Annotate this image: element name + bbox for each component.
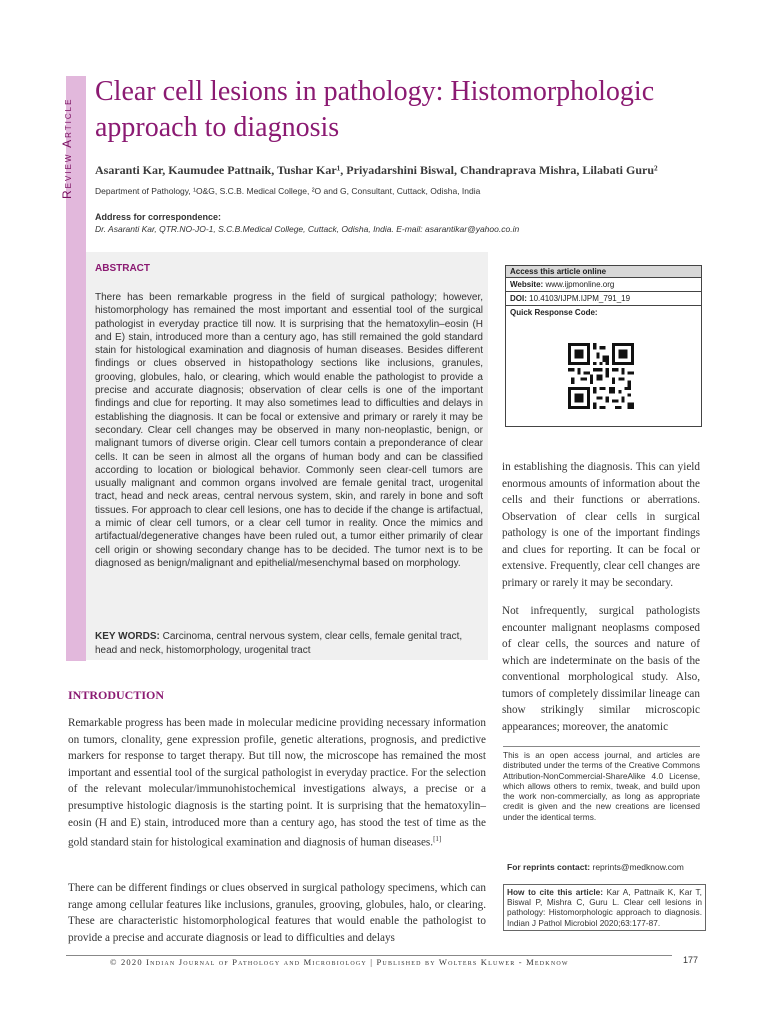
- citation-text: Kar A, Pattnaik K, Kar T, Biswal P, Mishra C, Guru L. Clear cell lesions in pathology: Histomorphologic approach to diagnosis. Indian J Pathol Microbiol 2020;63:177-87.: [507, 887, 702, 928]
- keywords-list: Carcinoma, central nervous system, clear cells, female genital tract, head and neck, histomorphology, urogenital tract: [95, 631, 463, 656]
- doi-row: [506, 292, 701, 306]
- article-type-label: Review Article: [60, 97, 74, 199]
- introduction-paragraph-1: [68, 715, 486, 851]
- abstract-heading: ABSTRACT: [95, 263, 150, 274]
- introduction-paragraph-2: There can be different findings or clues observed in surgical pathology specimens, which can range among cellular features like inclusions, granules, grooving, globules, halo, or clearing. These are characteristic histomorphological features that would enable the pathologist to provide a precise and accurate diagnosis or lead to difficulties and delays: [68, 882, 486, 944]
- article-title: Clear cell lesions in pathology: Histomorphologic approach to diagnosis: [95, 76, 655, 143]
- author-list: Asaranti Kar, Kaumudee Pattnaik, Tushar Kar¹, Priyadarshini Biswal, Chandraprava Mishra, Lilabati Guru²: [95, 163, 658, 177]
- address-label: Address for correspondence:: [95, 212, 222, 222]
- affiliation: Department of Pathology, ¹O&G, S.C.B. Medical College, ²O and G, Consultant, Cuttack, Odisha, India: [95, 186, 481, 196]
- abstract-text: There has been remarkable progress in the field of surgical pathology; however, histomorphology has remained the most important and essential tool of the surgical pathologist in everyday practice till now. It is surprising that the hematoxylin–eosin (H and E) stain, introduced more than a century ago, has still remained the gold standard stain for histological examination and diagnosis of human diseases. Besides different findings or clues observed in histopathology sections like inclusions, granules, grooving, globules, halo, or clearing, which would enable the pathologist to provide a precise and accurate diagnosis; observation of clear cells is one of the important findings and clue for reporting. It may also sometimes lead to difficulties and delays in establishing the diagnosis. It can be focal or extensive and primary or rarely it may be secondary. Clear cell changes may be observed in many non-neoplastic, benign, or malignant tumors of diverse origin. Clear cell tumors contain a preponderance of clear cells. It can be seen in almost all the organs of human body and can be classified according to location or biological behavior. Commonly seen clear-cell tumors are usually malignant and common organs involved are female genital tract, urogenital tract, head and neck areas, central nervous system, skin, and rarely in bone and soft tissues. For approach to clear cell lesions, one has to decide if the change is artifactual, a mimic of clear cell tumors, or a clear cell tumor in reality. Once the mimics and artifactual/degenerative changes have been ruled out, a tumor either primarily of clear cell origin or showing secondary change has to be decided. The tumor next is to be diagnosed as benign/malignant and epithelial/mesenchymal based on morphology.: [95, 292, 483, 569]
- qr-code-icon: [568, 340, 634, 412]
- reprints-label: For reprints contact:: [507, 862, 591, 872]
- journal-footer: © 2020 Indian Journal of Pathology and Microbiology | Published by Wolters Kluwer - Medknow: [110, 957, 569, 967]
- page-number: 177: [683, 955, 699, 965]
- correspondence-address: Dr. Asaranti Kar, QTR.NO-JO-1, S.C.B.Medical College, Cuttack, Odisha, India. E-mail: asarantikar@yahoo.co.in: [95, 224, 520, 234]
- introduction-paragraph-1-text: Remarkable progress has been made in molecular medicine providing necessary information on tumors, clonality, gene expression profile, genetic alterations, prognosis, and predictive markers for response to target therapy. But till now, the microscope has remained the most important and essential tool of the surgical pathologist in everyday practice. For the selection of the relevant molecular/immunohistochemical investigations always, a precise or a presumptive histologic diagnosis is the starting point. It is surprising that the hematoxylin–eosin (H and E) stain, introduced more than a century ago, has stood the test of time as the gold standard stain for histological examination and diagnosis of human diseases.: [68, 717, 486, 849]
- keywords-label: KEY WORDS:: [95, 631, 160, 642]
- citation-box: [503, 884, 706, 931]
- right-column-paragraph-2: Not infrequently, surgical pathologists encounter malignant neoplasms composed of clear cells, the sources and nature of which are indeterminate on the basis of the conventional morphological study. Also, tumors of completely dissimilar lineage can show strikingly similar microscopic appearances; moreover, the anatomic: [502, 605, 700, 733]
- website-row: [506, 278, 701, 292]
- reprints-contact: [507, 862, 684, 872]
- right-column-paragraph-1: in establishing the diagnosis. This can yield enormous amounts of information about the cells and their functions or aberrations. Observation of clear cells in surgical pathology is one of the important findings and clues for reporting. It can be focal or extensive. Frequently, clear cell changes are primary or rarely it may be secondary.: [502, 461, 700, 589]
- reference-1[interactable]: [1]: [433, 835, 442, 844]
- citation-label: How to cite this article:: [507, 887, 604, 897]
- access-online-box: [505, 265, 702, 427]
- open-access-notice: This is an open access journal, and articles are distributed under the terms of the Creative Commons Attribution-NonCommercial-ShareAlike 4.0 License, which allows others to remix, tweak, and build upon the work non-commercially, as long as appropriate credit is given and the new creations are licensed under the identical terms.: [503, 746, 700, 822]
- access-heading: Access this article online: [506, 266, 701, 278]
- website-link[interactable]: www.ijpmonline.org: [545, 280, 615, 289]
- footer-divider: [66, 955, 672, 956]
- doi-label: DOI:: [510, 294, 527, 303]
- keywords: [95, 630, 483, 658]
- reprints-email[interactable]: reprints@medknow.com: [592, 862, 684, 872]
- introduction-heading: INTRODUCTION: [68, 688, 165, 702]
- website-label: Website:: [510, 280, 544, 289]
- doi-value[interactable]: 10.4103/IJPM.IJPM_791_19: [529, 294, 631, 303]
- qr-label: Quick Response Code:: [510, 308, 598, 317]
